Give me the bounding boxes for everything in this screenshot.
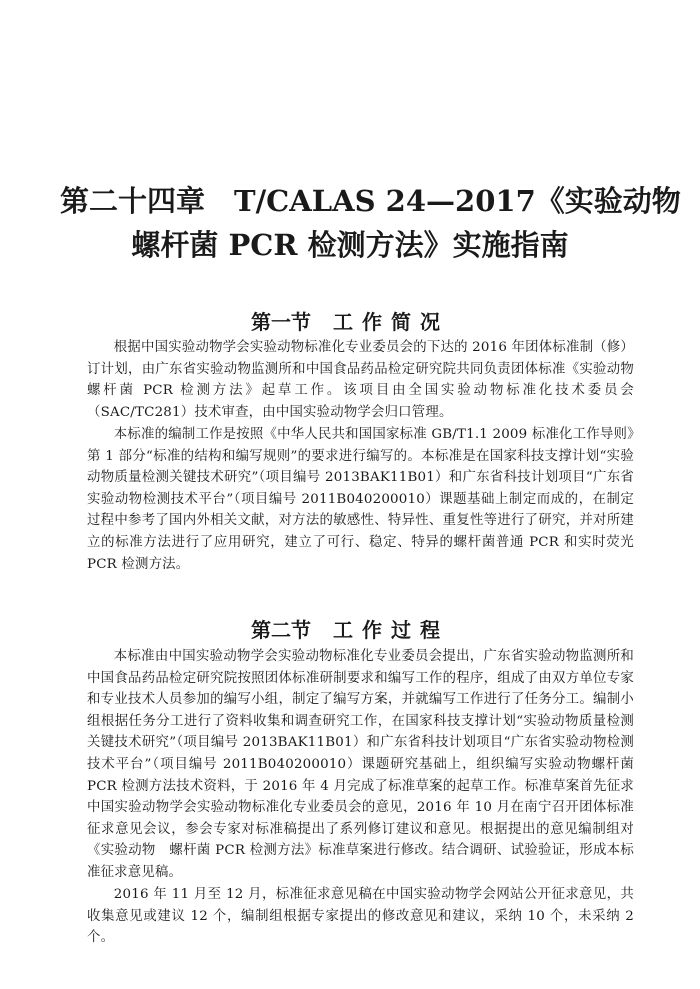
section-1-number: 第一节: [251, 309, 311, 334]
chapter-title-line-1: 第二十四章 T/CALAS 24—2017《实验动物: [60, 184, 681, 219]
section-2-paragraph-2: 2016 年 11 月至 12 月，标准征求意见稿在中国实验动物学会网站公开征求意见，共收集意见或建议 12 个，编制组根据专家提出的修改意见和建议，采纳 10 个，未采纳 2 个。: [87, 887, 634, 946]
section-2-name: 工作过程: [333, 617, 449, 642]
chapter-title: [60, 179, 681, 267]
section-2-heading: [60, 617, 640, 643]
section-1-name: 工作简况: [333, 309, 449, 334]
section-1-paragraph-2: 本标准的编制工作是按照《中华人民共和国国家标准 GB/T1.1 2009 标准化工作导则》第 1 部分“标准的结构和编写规则”的要求进行编写的。本标准是在国家科技支撑计划“实验动物质量检测关键技术研究”（项目编号 2013BAK11B01）和广东省科技计划项目“广东省实验动物检测技术平台”（项目编号 2011B040200010）课题基础上制定而成的，在制定过程中参考了国内外相关文献，对方法的敏感性、特异性、重复性等进行了研究，并对所建立的标准方法进行了应用研究，建立了可行、稳定、特异的螺杆菌普通 PCR 和实时荧光 PCR 检测方法。: [87, 427, 634, 572]
section-1-paragraph-1: 根据中国实验动物学会实验动物标准化专业委员会的下达的 2016 年团体标准制（修）订计划，由广东省实验动物监测所和中国食品药品检定研究院共同负责团体标准《实验动物 螺杆菌 PCR 检测方法》起草工作。该项目由全国实验动物标准化技术委员会（SAC/TC281）技术审查，由中国实验动物学会归口管理。: [87, 340, 648, 420]
section-2-number: 第二节: [251, 617, 311, 642]
section-2-paragraph-1: 本标准由中国实验动物学会实验动物标准化专业委员会提出，广东省实验动物监测所和中国食品药品检定研究院按照团体标准研制要求和编写工作的程序，组成了由双方单位专家和专业技术人员参加的编写小组，制定了编写方案，并就编写工作进行了任务分工。编制小组根据任务分工进行了资料收集和调查研究工作，在国家科技支撑计划“实验动物质量检测关键技术研究”（项目编号 2013BAK11B01）和广东省科技计划项目“广东省实验动物检测技术平台”（项目编号 2011B040200010）课题研究基础上，组织编写实验动物螺杆菌 PCR 检测方法技术资料，于 2016 年 4 月完成了标准草案的起草工作。标准草案首先征求中国实验动物学会实验动物标准化专业委员会的意见，2016 年 10 月在南宁召开团体标准征求意见会议，参会专家对标准稿提出了系列修订建议和意见。根据提出的意见编制组对《实验动物 螺杆菌 PCR 检测方法》标准草案进行修改。结合调研、试验验证，形成本标准征求意见稿。: [87, 649, 634, 880]
chapter-title-line-2: 螺杆菌 PCR 检测方法》实施指南: [131, 228, 569, 263]
section-1-heading: [60, 309, 640, 335]
